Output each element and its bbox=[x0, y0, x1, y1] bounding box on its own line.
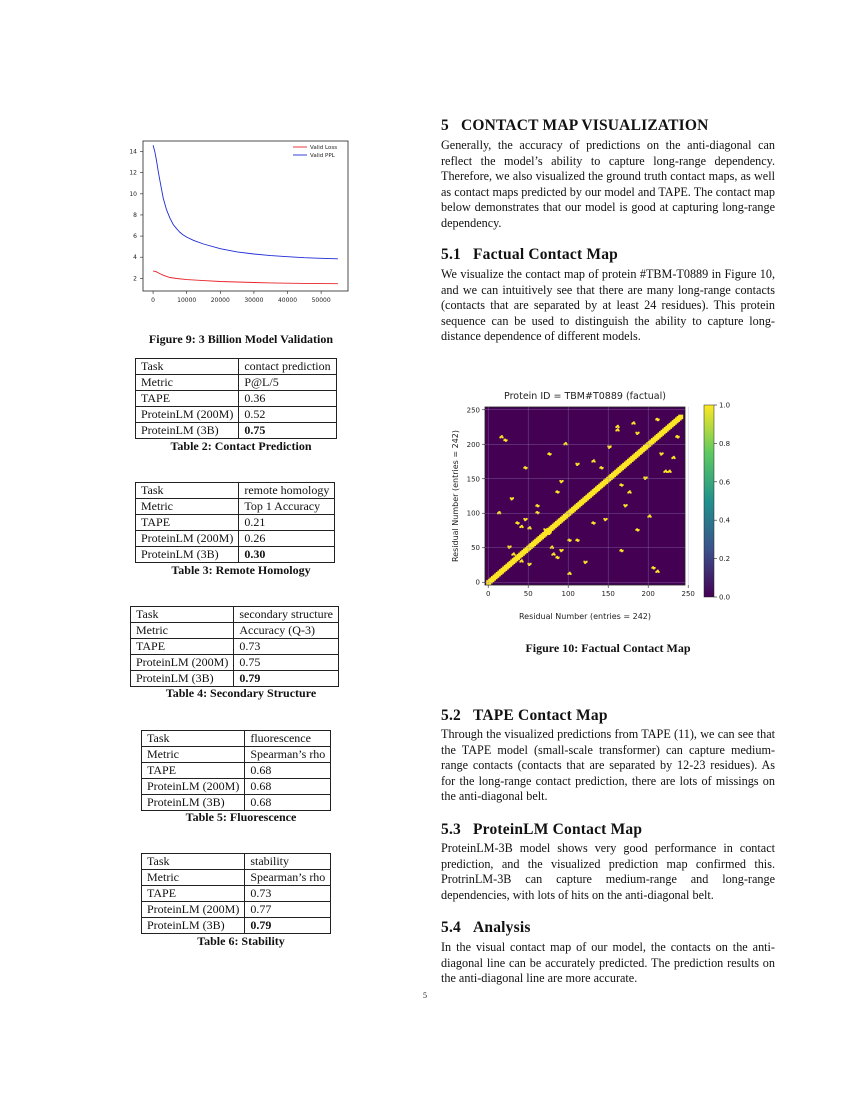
heatmap-cell bbox=[674, 457, 676, 459]
table-row-label: Metric bbox=[136, 375, 239, 391]
table-cell-value: 0.73 bbox=[245, 886, 331, 902]
section-5-2-heading: 5.2 TAPE Contact Map bbox=[441, 707, 608, 724]
table-row bbox=[142, 763, 331, 779]
x-tick-label: 150 bbox=[601, 590, 615, 598]
heatmap-cell bbox=[626, 504, 628, 506]
heatmap-cell bbox=[522, 526, 524, 528]
section-5-heading: 5 CONTACT MAP VISUALIZATION bbox=[441, 117, 709, 134]
table-cell-value: 0.68 bbox=[245, 763, 331, 779]
table-row bbox=[142, 731, 331, 747]
heatmap-cell bbox=[646, 477, 648, 479]
table-5-caption: Table 5: Fluorescence bbox=[185, 810, 297, 824]
colorbar-tick-label: 0.8 bbox=[719, 439, 731, 448]
table-cell-value: remote homology bbox=[239, 483, 335, 499]
figure-9-chart bbox=[105, 135, 355, 310]
table-row-label: TAPE bbox=[142, 886, 245, 902]
table-row-label: ProteinLM (3B) bbox=[136, 547, 239, 563]
results-table-3 bbox=[135, 482, 335, 563]
table-cell-value: 0.52 bbox=[239, 407, 336, 423]
heatmap-cell bbox=[618, 426, 620, 428]
x-tick-label: 200 bbox=[641, 590, 655, 598]
x-tick-label: 0 bbox=[485, 590, 491, 598]
table-cell-value: Spearman’s rho bbox=[245, 870, 331, 886]
heatmap-cell bbox=[658, 571, 660, 573]
heatmap-cell bbox=[538, 505, 540, 507]
y-tick-label: 2 bbox=[133, 275, 137, 283]
heatmap-cell bbox=[602, 467, 604, 469]
y-tick-label: 12 bbox=[129, 169, 137, 177]
table-row bbox=[131, 671, 339, 687]
heatmap-cell bbox=[578, 539, 580, 541]
x-tick-label: 50000 bbox=[311, 297, 331, 304]
table-cell-value: 0.30 bbox=[239, 547, 335, 563]
heatmap-cell bbox=[678, 436, 680, 438]
heatmap-cell bbox=[662, 452, 664, 454]
table-row-label: TAPE bbox=[136, 515, 239, 531]
table-row bbox=[142, 902, 331, 918]
table-cell-value: 0.77 bbox=[245, 902, 331, 918]
heatmap-cell bbox=[650, 516, 652, 518]
table-row bbox=[136, 423, 337, 439]
table-row bbox=[142, 870, 331, 886]
table-2-caption: Table 2: Contact Prediction bbox=[170, 439, 312, 453]
heatmap-title: Protein ID = TBM#T0889 (factual) bbox=[504, 391, 666, 402]
table-row-label: Metric bbox=[131, 623, 234, 639]
legend-label: Valid Loss bbox=[310, 145, 338, 151]
heatmap-cell bbox=[678, 415, 683, 420]
table-cell-value: 0.79 bbox=[245, 918, 331, 934]
y-tick-label: 4 bbox=[133, 254, 137, 262]
y-tick-label: 50 bbox=[471, 544, 480, 553]
table-row bbox=[136, 375, 337, 391]
heatmap-cell bbox=[518, 522, 520, 524]
heatmap-cell bbox=[658, 419, 660, 421]
table-cell-value: 0.68 bbox=[245, 779, 331, 795]
table-row bbox=[131, 623, 339, 639]
table-row-label: TAPE bbox=[142, 763, 245, 779]
table-row-label: ProteinLM (3B) bbox=[142, 795, 245, 811]
heatmap-cell bbox=[526, 518, 528, 520]
heatmap-cell bbox=[638, 529, 640, 531]
x-tick-label: 250 bbox=[681, 590, 695, 598]
colorbar-tick-label: 0.6 bbox=[719, 478, 731, 487]
heatmap-cell bbox=[550, 453, 552, 455]
figure-10-caption: Figure 10: Factual Contact Map bbox=[525, 641, 691, 655]
table-cell-value: P@L/5 bbox=[239, 375, 336, 391]
section-5-4-text: In the visual contact map of our model, the contacts on the anti-diagonal line can be accurately predicted. The prediction results on the anti-diagonal line are more accurate. bbox=[441, 940, 775, 986]
table-row-label: ProteinLM (200M) bbox=[142, 779, 245, 795]
table-row-label: ProteinLM (3B) bbox=[131, 671, 234, 687]
heatmap-cell bbox=[610, 446, 612, 448]
section-5-3-text: ProteinLM-3B model shows very good performance in contact prediction, and the visualized prediction map confirmed this. ProtrinLM-3B can capture medium-range and long-range dependencies, with lots of hits on the anti-diagonal belt. bbox=[441, 841, 775, 902]
page-number: 5 bbox=[423, 991, 427, 1000]
table-cell-value: 0.75 bbox=[239, 423, 336, 439]
heatmap-cell bbox=[618, 430, 620, 432]
results-table-5 bbox=[141, 730, 331, 811]
heatmap-cell bbox=[594, 522, 596, 524]
table-cell-value: 0.75 bbox=[234, 655, 339, 671]
plot-frame bbox=[143, 141, 348, 291]
table-cell-value: Top 1 Accuracy bbox=[239, 499, 335, 515]
figure-10-chart bbox=[445, 385, 745, 625]
y-tick-label: 250 bbox=[466, 406, 480, 415]
x-tick-label: 0 bbox=[151, 297, 155, 304]
colorbar-tick-label: 1.0 bbox=[719, 401, 731, 410]
table-row-label: Task bbox=[142, 731, 245, 747]
table-cell-value: Accuracy (Q-3) bbox=[234, 623, 339, 639]
colorbar-tick-label: 0.4 bbox=[719, 516, 731, 525]
heatmap-cell bbox=[554, 554, 556, 556]
table-cell-value: 0.26 bbox=[239, 531, 335, 547]
heatmap-cell bbox=[550, 532, 552, 534]
y-tick-label: 14 bbox=[129, 148, 137, 156]
heatmap-cell bbox=[510, 546, 512, 548]
table-row bbox=[136, 407, 337, 423]
heatmap-cell bbox=[630, 492, 632, 494]
table-cell-value: fluorescence bbox=[245, 731, 331, 747]
results-table-6 bbox=[141, 853, 331, 934]
heatmap-cell bbox=[514, 554, 516, 556]
table-cell-value: 0.21 bbox=[239, 515, 335, 531]
heatmap-xlabel: Residual Number (entries = 242) bbox=[518, 612, 652, 621]
section-5-1-text: We visualize the contact map of protein #TBM-T0889 in Figure 10, and we can intuitively see that there are many long-range contacts (contacts that are separated by at least 24 residues). This protein sequence can be used to distinguish the ability to capture long-distance dependence of different models. bbox=[441, 267, 775, 344]
table-row-label: Task bbox=[136, 359, 239, 375]
heatmap-cell bbox=[512, 497, 514, 499]
x-tick-label: 10000 bbox=[177, 297, 197, 304]
table-cell-value: Spearman’s rho bbox=[245, 747, 331, 763]
table-cell-value: 0.73 bbox=[234, 639, 339, 655]
table-row bbox=[131, 655, 339, 671]
table-row bbox=[142, 795, 331, 811]
x-tick-label: 20000 bbox=[210, 297, 230, 304]
section-5-2-text: Through the visualized predictions from TAPE (11), we can see that the TAPE model (small-scale transformer) can capture medium-range contacts (contacts that are separated by 12-23 residues). As for the long-range contact prediction, there are lots of missings on the anti-diagonal belt. bbox=[441, 727, 775, 804]
table-row bbox=[142, 886, 331, 902]
y-tick-label: 6 bbox=[133, 233, 137, 241]
table-row-label: ProteinLM (200M) bbox=[131, 655, 234, 671]
table-row bbox=[142, 854, 331, 870]
table-cell-value: 0.36 bbox=[239, 391, 336, 407]
y-tick-label: 200 bbox=[466, 440, 480, 449]
x-tick-label: 30000 bbox=[244, 297, 264, 304]
heatmap-cell bbox=[638, 432, 640, 434]
heatmap-ylabel: Residual Number (entries = 242) bbox=[451, 429, 460, 563]
table-row bbox=[136, 531, 335, 547]
heatmap-cell bbox=[670, 471, 672, 473]
y-tick-label: 10 bbox=[129, 190, 137, 198]
table-row bbox=[136, 547, 335, 563]
heatmap-cell bbox=[570, 573, 572, 575]
x-tick-label: 50 bbox=[523, 590, 533, 598]
table-cell-value: secondary structure bbox=[234, 607, 339, 623]
heatmap-cell bbox=[634, 423, 636, 425]
table-6-caption: Table 6: Stability bbox=[197, 934, 285, 948]
table-row-label: ProteinLM (200M) bbox=[136, 531, 239, 547]
y-tick-label: 150 bbox=[466, 475, 480, 484]
heatmap-cell bbox=[578, 463, 580, 465]
table-row bbox=[136, 359, 337, 375]
colorbar bbox=[704, 405, 714, 597]
table-row bbox=[136, 515, 335, 531]
heatmap-cell bbox=[594, 461, 596, 463]
table-row bbox=[136, 499, 335, 515]
y-tick-label: 100 bbox=[466, 509, 480, 518]
table-row bbox=[136, 483, 335, 499]
results-table-2 bbox=[135, 358, 337, 439]
colorbar-tick-label: 0.0 bbox=[719, 593, 731, 602]
table-3-caption: Table 3: Remote Homology bbox=[171, 563, 311, 577]
heatmap-cell bbox=[522, 561, 524, 563]
figure-9-caption: Figure 9: 3 Billion Model Validation bbox=[148, 332, 334, 346]
table-cell-value: contact prediction bbox=[239, 359, 336, 375]
y-tick-label: 8 bbox=[133, 211, 137, 219]
heatmap-cell bbox=[606, 518, 608, 520]
table-row-label: ProteinLM (200M) bbox=[142, 902, 245, 918]
section-5-1-heading: 5.1 Factual Contact Map bbox=[441, 246, 618, 263]
colorbar-tick-label: 0.2 bbox=[719, 555, 731, 564]
table-row-label: Task bbox=[131, 607, 234, 623]
heatmap-cell bbox=[586, 561, 588, 563]
heatmap-cell bbox=[570, 539, 572, 541]
heatmap-cell bbox=[530, 528, 532, 530]
table-row-label: Metric bbox=[136, 499, 239, 515]
table-row bbox=[131, 607, 339, 623]
heatmap-cell bbox=[562, 549, 564, 551]
results-table-4 bbox=[130, 606, 339, 687]
heatmap-cell bbox=[622, 550, 624, 552]
heatmap-cell bbox=[558, 491, 560, 493]
heatmap-cell bbox=[562, 480, 564, 482]
section-5-3-heading: 5.3 ProteinLM Contact Map bbox=[441, 821, 643, 838]
heatmap-cell bbox=[666, 471, 668, 473]
heatmap-cell bbox=[526, 467, 528, 469]
section-5-4-heading: 5.4 Analysis bbox=[441, 919, 531, 936]
table-row-label: Metric bbox=[142, 747, 245, 763]
table-row-label: Metric bbox=[142, 870, 245, 886]
table-row bbox=[142, 747, 331, 763]
table-4-caption: Table 4: Secondary Structure bbox=[165, 686, 317, 700]
table-cell-value: 0.68 bbox=[245, 795, 331, 811]
heatmap-cell bbox=[622, 484, 624, 486]
table-row-label: TAPE bbox=[136, 391, 239, 407]
heatmap-cell bbox=[506, 439, 508, 441]
table-row-label: ProteinLM (200M) bbox=[136, 407, 239, 423]
table-row-label: Task bbox=[136, 483, 239, 499]
heatmap-cell bbox=[530, 563, 532, 565]
x-tick-label: 100 bbox=[561, 590, 575, 598]
table-row-label: ProteinLM (3B) bbox=[142, 918, 245, 934]
table-cell-value: 0.79 bbox=[234, 671, 339, 687]
x-tick-label: 40000 bbox=[277, 297, 298, 304]
heatmap-cell bbox=[546, 528, 548, 530]
heatmap-cell bbox=[654, 567, 656, 569]
table-row bbox=[131, 639, 339, 655]
table-cell-value: stability bbox=[245, 854, 331, 870]
table-row bbox=[136, 391, 337, 407]
section-5-text: Generally, the accuracy of predictions on the anti-diagonal can reflect the model’s ability to capture long-range dependency. Therefore, we also visualized the ground truth contact maps, as well as contact maps predicted by our model and TAPE. The contact map below demonstrates that our model is good at capturing long-range dependency. bbox=[441, 138, 775, 230]
table-row bbox=[142, 918, 331, 934]
table-row-label: TAPE bbox=[131, 639, 234, 655]
y-tick-label: 0 bbox=[475, 578, 480, 587]
table-row bbox=[142, 779, 331, 795]
heatmap-cell bbox=[502, 437, 504, 439]
legend-label: Valid PPL bbox=[310, 153, 335, 159]
heatmap-cell bbox=[558, 557, 560, 559]
table-row-label: ProteinLM (3B) bbox=[136, 423, 239, 439]
table-row-label: Task bbox=[142, 854, 245, 870]
